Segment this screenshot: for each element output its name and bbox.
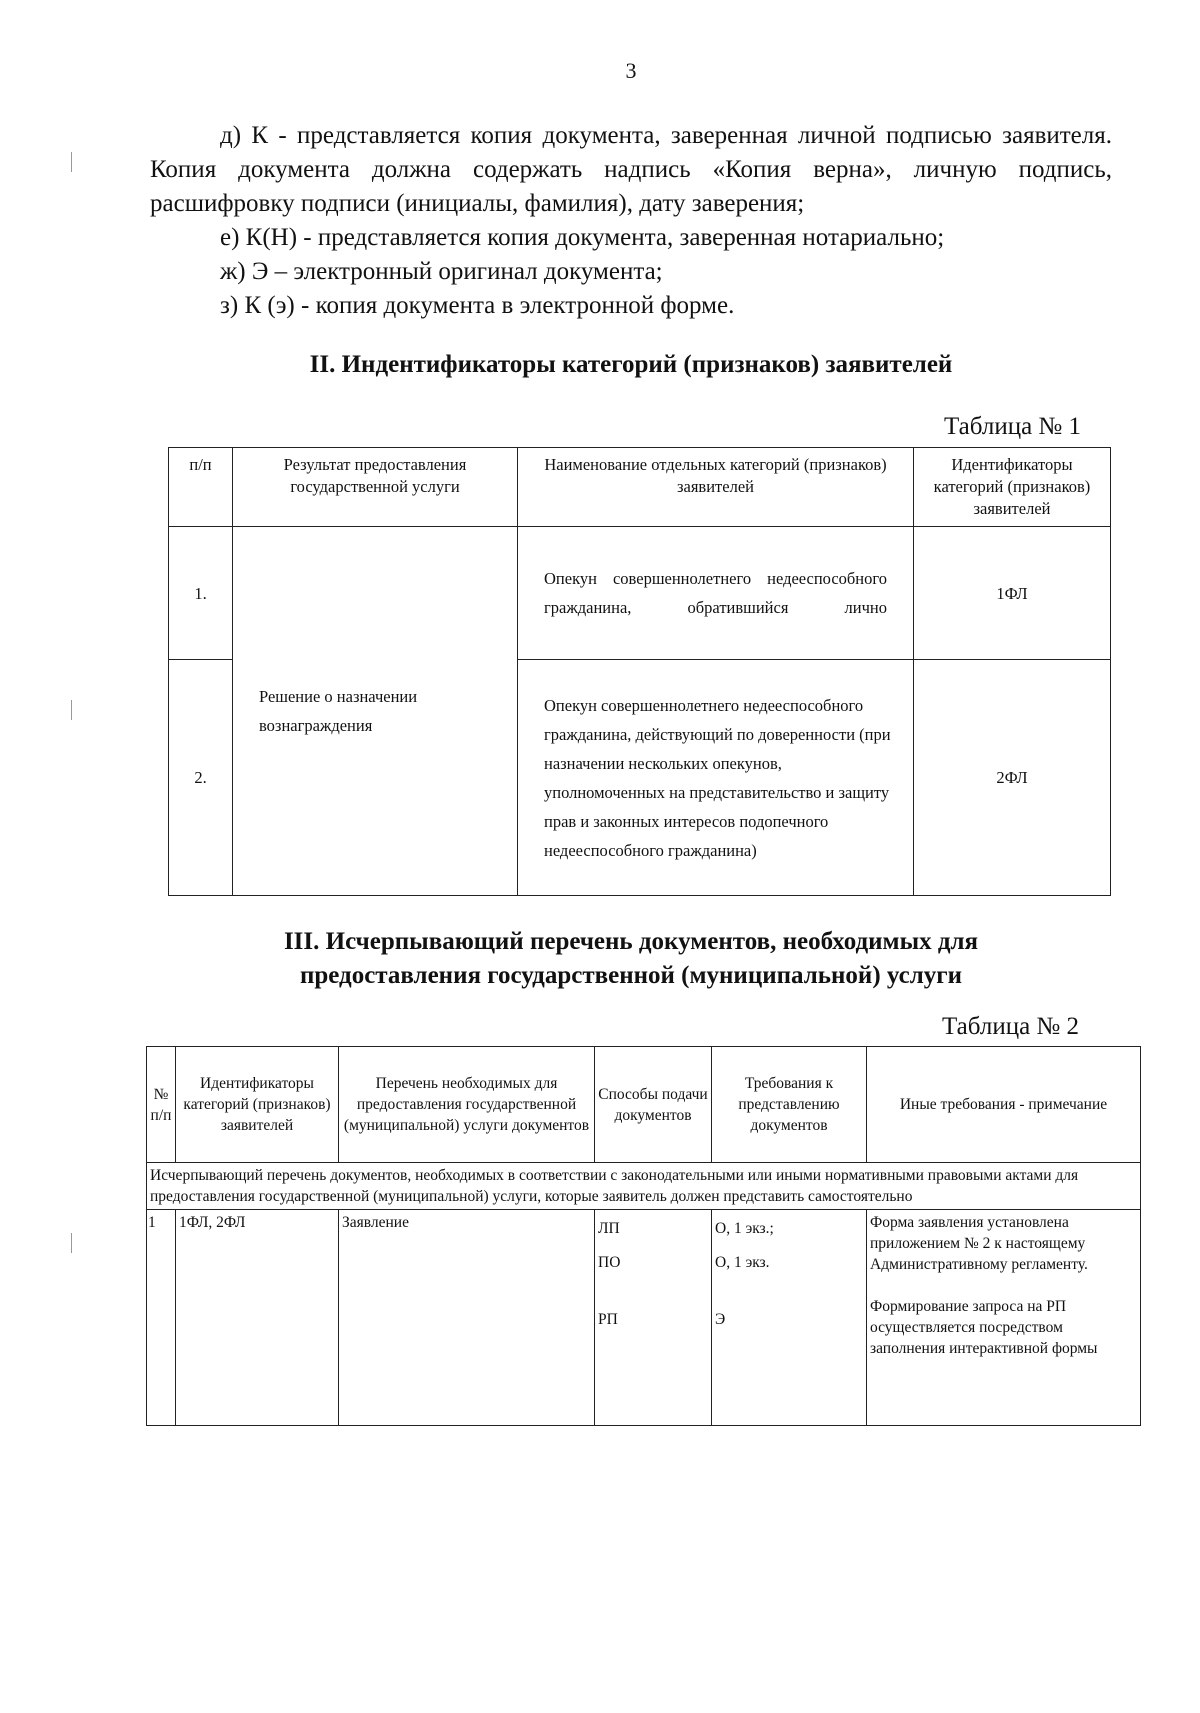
note-2: Формирование запроса на РП осуществляется посредством заполнения интерактивной формы	[870, 1298, 1098, 1357]
intro-paragraphs	[150, 119, 1112, 323]
row-requirements	[712, 1210, 867, 1426]
header-requirements: Требования к представлению документов	[712, 1047, 867, 1163]
header-other: Иные требования - примечание	[867, 1047, 1141, 1163]
table-2-header	[147, 1047, 1141, 1163]
category-cell: Опекун совершеннолетнего недееспособного гражданина, обратившийся лично	[518, 527, 914, 660]
method-po: ПО	[598, 1254, 621, 1271]
row-num: 1	[147, 1210, 176, 1426]
method-rp: РП	[598, 1311, 618, 1328]
requirement-1: О, 1 экз.;	[715, 1220, 774, 1237]
row-num: 1.	[169, 527, 233, 660]
intro-item-zh: ж) Э – электронный оригинал документа;	[220, 258, 663, 285]
category-cell: Опекун совершеннолетнего недееспособного гражданина, действующий по доверенности (при назначении нескольких опекунов, уполномоченных на представительство и защиту прав и законных интересов подопечного недееспособного гражданина)	[518, 660, 914, 896]
header-identifier: Идентификаторы категорий (признаков) заявителей	[914, 448, 1111, 527]
row-num: 2.	[169, 660, 233, 896]
row-note	[867, 1210, 1141, 1426]
row-methods	[595, 1210, 712, 1426]
header-identifiers: Идентификаторы категорий (признаков) заявителей	[176, 1047, 339, 1163]
note-gap	[870, 1275, 1137, 1296]
identifier-cell: 2ФЛ	[914, 660, 1111, 896]
margin-mark	[71, 700, 72, 720]
table-1-caption: Таблица № 1	[944, 413, 1082, 440]
header-category: Наименование отдельных категорий (признаков) заявителей	[518, 448, 914, 527]
identifier-cell: 1ФЛ	[914, 527, 1111, 660]
section-3-title-line-2: предоставления государственной (муниципальной) услуги	[299, 962, 963, 989]
row-identifiers: 1ФЛ, 2ФЛ	[176, 1210, 339, 1426]
table-2-span-row	[147, 1163, 1141, 1210]
row-document: Заявление	[339, 1210, 595, 1426]
margin-mark	[71, 1233, 72, 1253]
section-2-title: II. Индентификаторы категорий (признаков) заявителей	[309, 351, 953, 378]
intro-item-e: е) К(Н) - представляется копия документа, заверенная нотариально;	[220, 224, 945, 251]
table-1-header	[169, 448, 1111, 527]
intro-item-d: д) К - представляется копия документа, заверенная личной подписью заявителя. Копия документа должна содержать надпись «Копия верна», личную подпись, расшифровку подписи (инициалы, фамилия), дату заверения;	[150, 122, 1112, 217]
margin-mark	[71, 152, 72, 172]
header-result: Результат предоставления государственной услуги	[233, 448, 518, 527]
intro-item-z: з) К (э) - копия документа в электронной форме.	[220, 292, 735, 319]
section-3-title-line-1: III. Исчерпывающий перечень документов, необходимых для	[283, 928, 979, 955]
requirement-2: О, 1 экз.	[715, 1254, 770, 1271]
table-2-caption: Таблица № 2	[942, 1013, 1080, 1040]
table-2	[146, 1046, 1141, 1426]
table-row	[147, 1210, 1141, 1426]
header-num: № п/п	[147, 1047, 176, 1163]
requirement-3: Э	[715, 1311, 726, 1328]
header-methods: Способы подачи документов	[595, 1047, 712, 1163]
table-row	[169, 527, 1111, 660]
method-lp: ЛП	[598, 1220, 620, 1237]
span-text: Исчерпывающий перечень документов, необходимых в соответствии с законодательными или иными нормативными правовыми актами для предоставления государственной (муниципальной) услуги, которые заявитель должен представить самостоятельно	[147, 1163, 1141, 1210]
note-1: Форма заявления установлена приложением № 2 к настоящему Административному регламенту.	[870, 1214, 1088, 1273]
page-number: 3	[625, 58, 637, 83]
header-num: п/п	[169, 448, 233, 527]
header-documents: Перечень необходимых для предоставления государственной (муниципальной) услуги документов	[339, 1047, 595, 1163]
result-cell: Решение о назначении вознаграждения	[233, 527, 518, 896]
table-1	[168, 447, 1111, 896]
